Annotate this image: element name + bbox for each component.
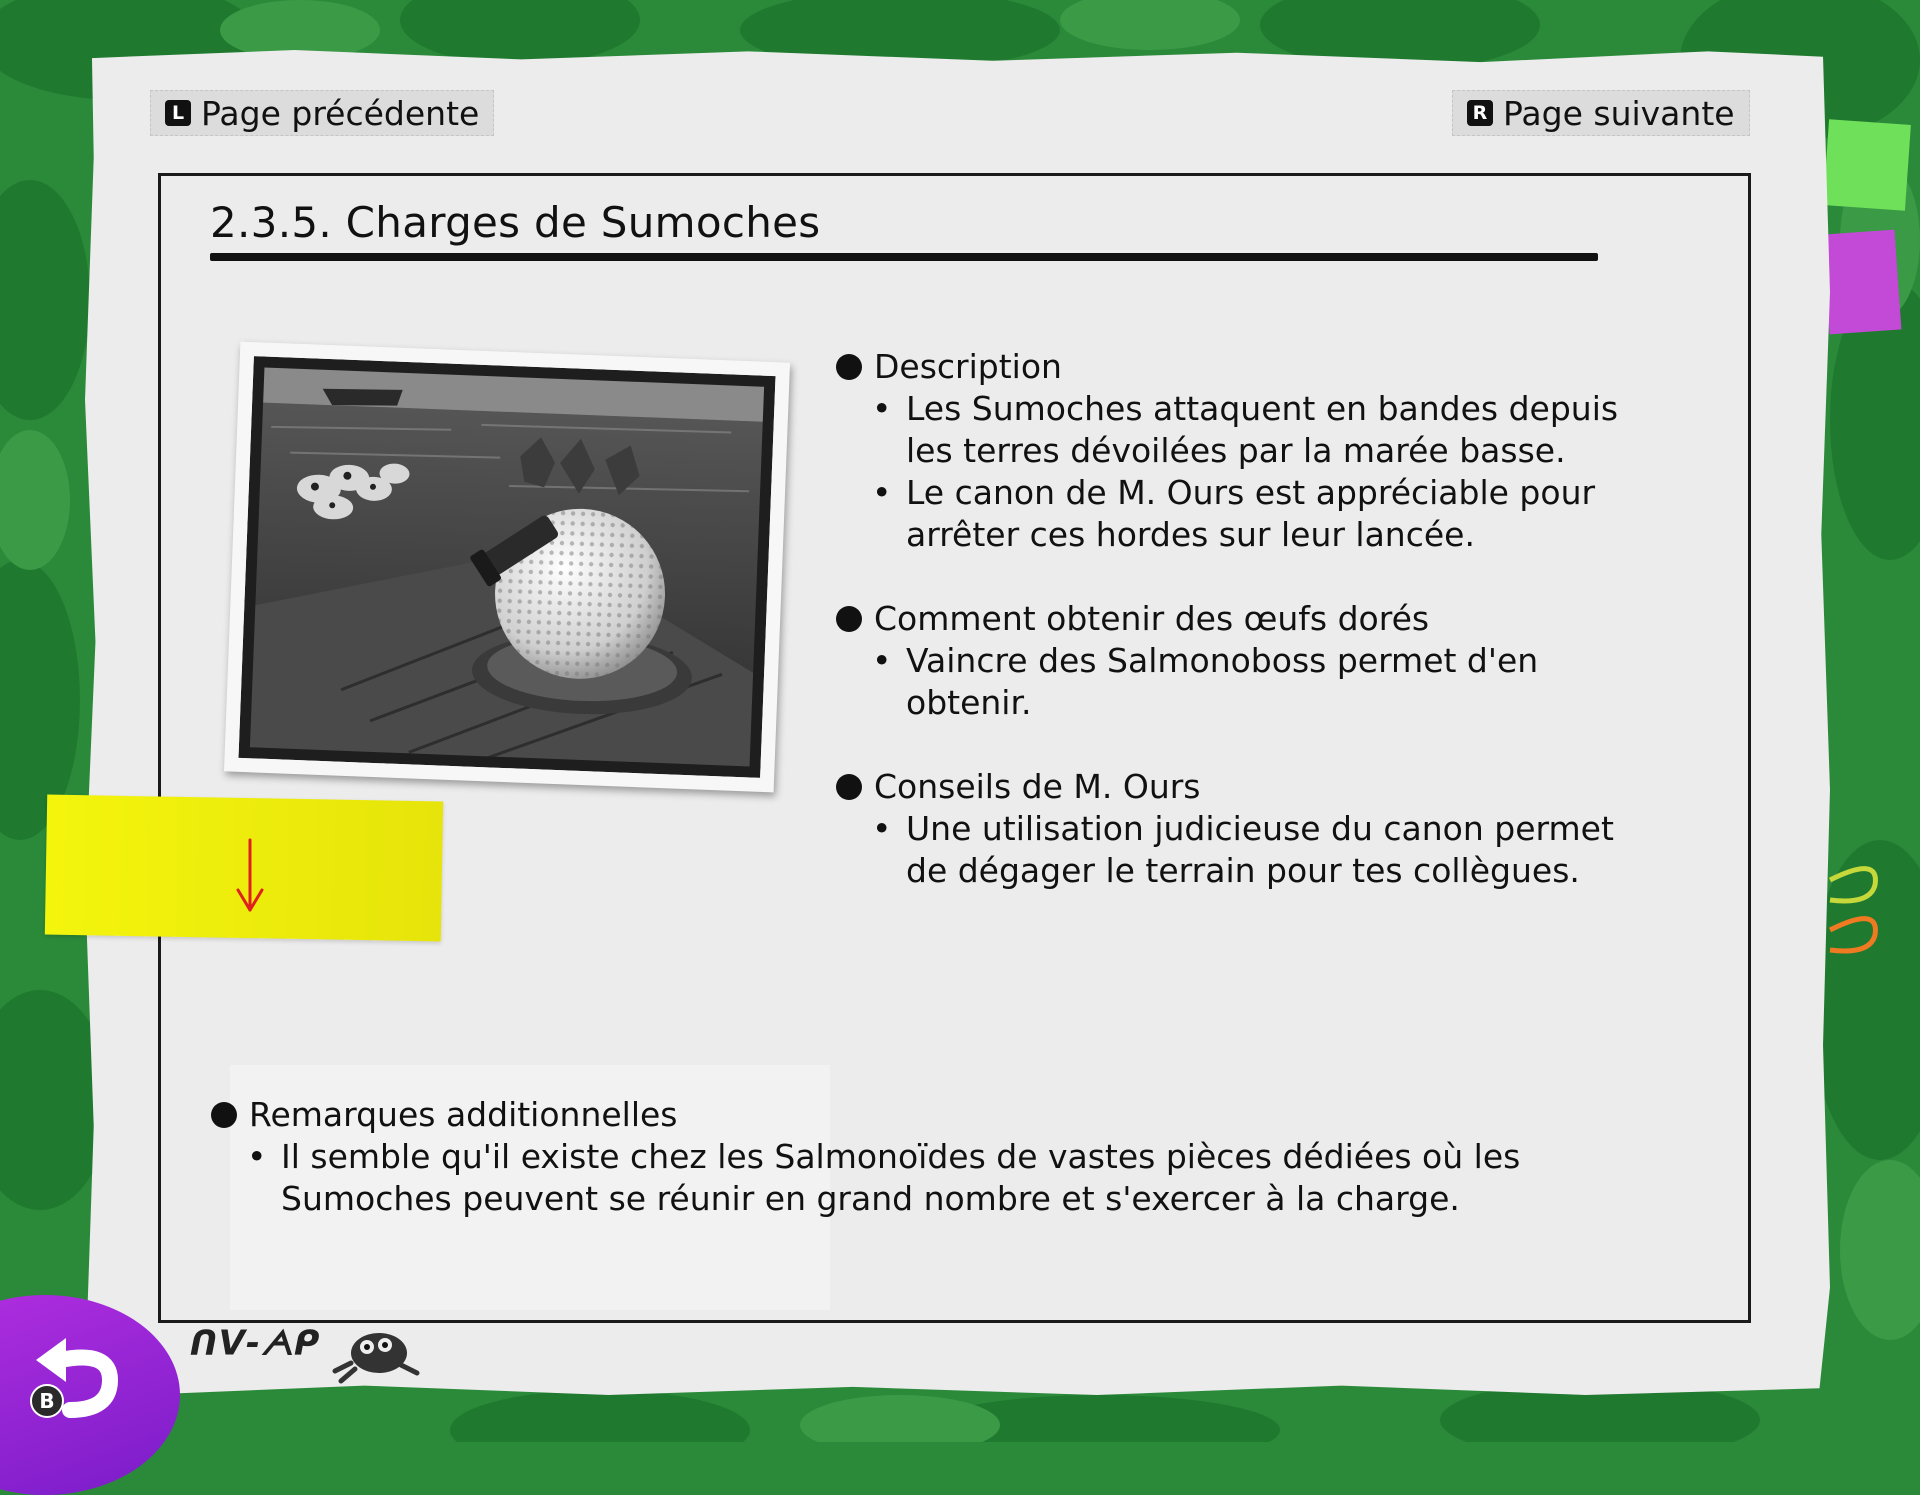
salmonid-stamp-icon — [331, 1315, 421, 1385]
bullet-dot-icon — [836, 774, 862, 800]
list-item: • Il semble qu'il existe chez les Salmonoïdes de vastes pièces dédiées où les Sumoches peuvent se réunir en grand nombre et s'exercer à la charge. — [247, 1136, 1671, 1220]
list-item: • Une utilisation judicieuse du canon permet de dégager le terrain pour tes collègues. — [872, 808, 1656, 892]
r-button-icon: R — [1467, 100, 1493, 126]
page-title: 2.3.5. Charges de Sumoches — [210, 198, 821, 247]
right-column — [836, 346, 1656, 934]
section-notes — [211, 1094, 1671, 1220]
section-heading: Remarques additionnelles — [249, 1095, 678, 1134]
list-item: • Vaincre des Salmonoboss permet d'en obtenir. — [872, 640, 1656, 724]
prev-page-button[interactable] — [150, 90, 494, 136]
list-item: • Le canon de M. Ours est appréciable pour arrêter ces hordes sur leur lancée. — [872, 472, 1656, 556]
section-golden-eggs — [836, 598, 1656, 724]
cannon-photo — [224, 342, 790, 793]
purple-tab — [1823, 230, 1902, 335]
section-heading: Conseils de M. Ours — [874, 767, 1201, 806]
bullet-dot-icon — [836, 606, 862, 632]
footer-logo — [190, 1315, 421, 1385]
l-button-icon: L — [165, 100, 191, 126]
next-page-button[interactable] — [1452, 90, 1750, 136]
red-arrow-icon — [232, 838, 268, 914]
list-item: • Les Sumoches attaquent en bandes depuis les terres dévoilées par la marée basse. — [872, 388, 1656, 472]
section-heading: Comment obtenir des œufs dorés — [874, 599, 1430, 638]
b-button-icon: B — [30, 1384, 64, 1418]
next-page-label: Page suivante — [1503, 93, 1735, 133]
prev-page-label: Page précédente — [201, 93, 480, 133]
footer-logo-text: ᑎᐯ-ᗅᑭ — [190, 1323, 321, 1364]
section-tips — [836, 766, 1656, 892]
bullet-dot-icon — [211, 1102, 237, 1128]
section-description — [836, 346, 1656, 556]
title-underline — [210, 253, 1598, 261]
bullet-dot-icon — [836, 354, 862, 380]
clip-icon — [1825, 860, 1895, 970]
notes-section — [211, 1094, 1671, 1262]
green-tab — [1823, 119, 1911, 211]
section-heading: Description — [874, 347, 1062, 386]
